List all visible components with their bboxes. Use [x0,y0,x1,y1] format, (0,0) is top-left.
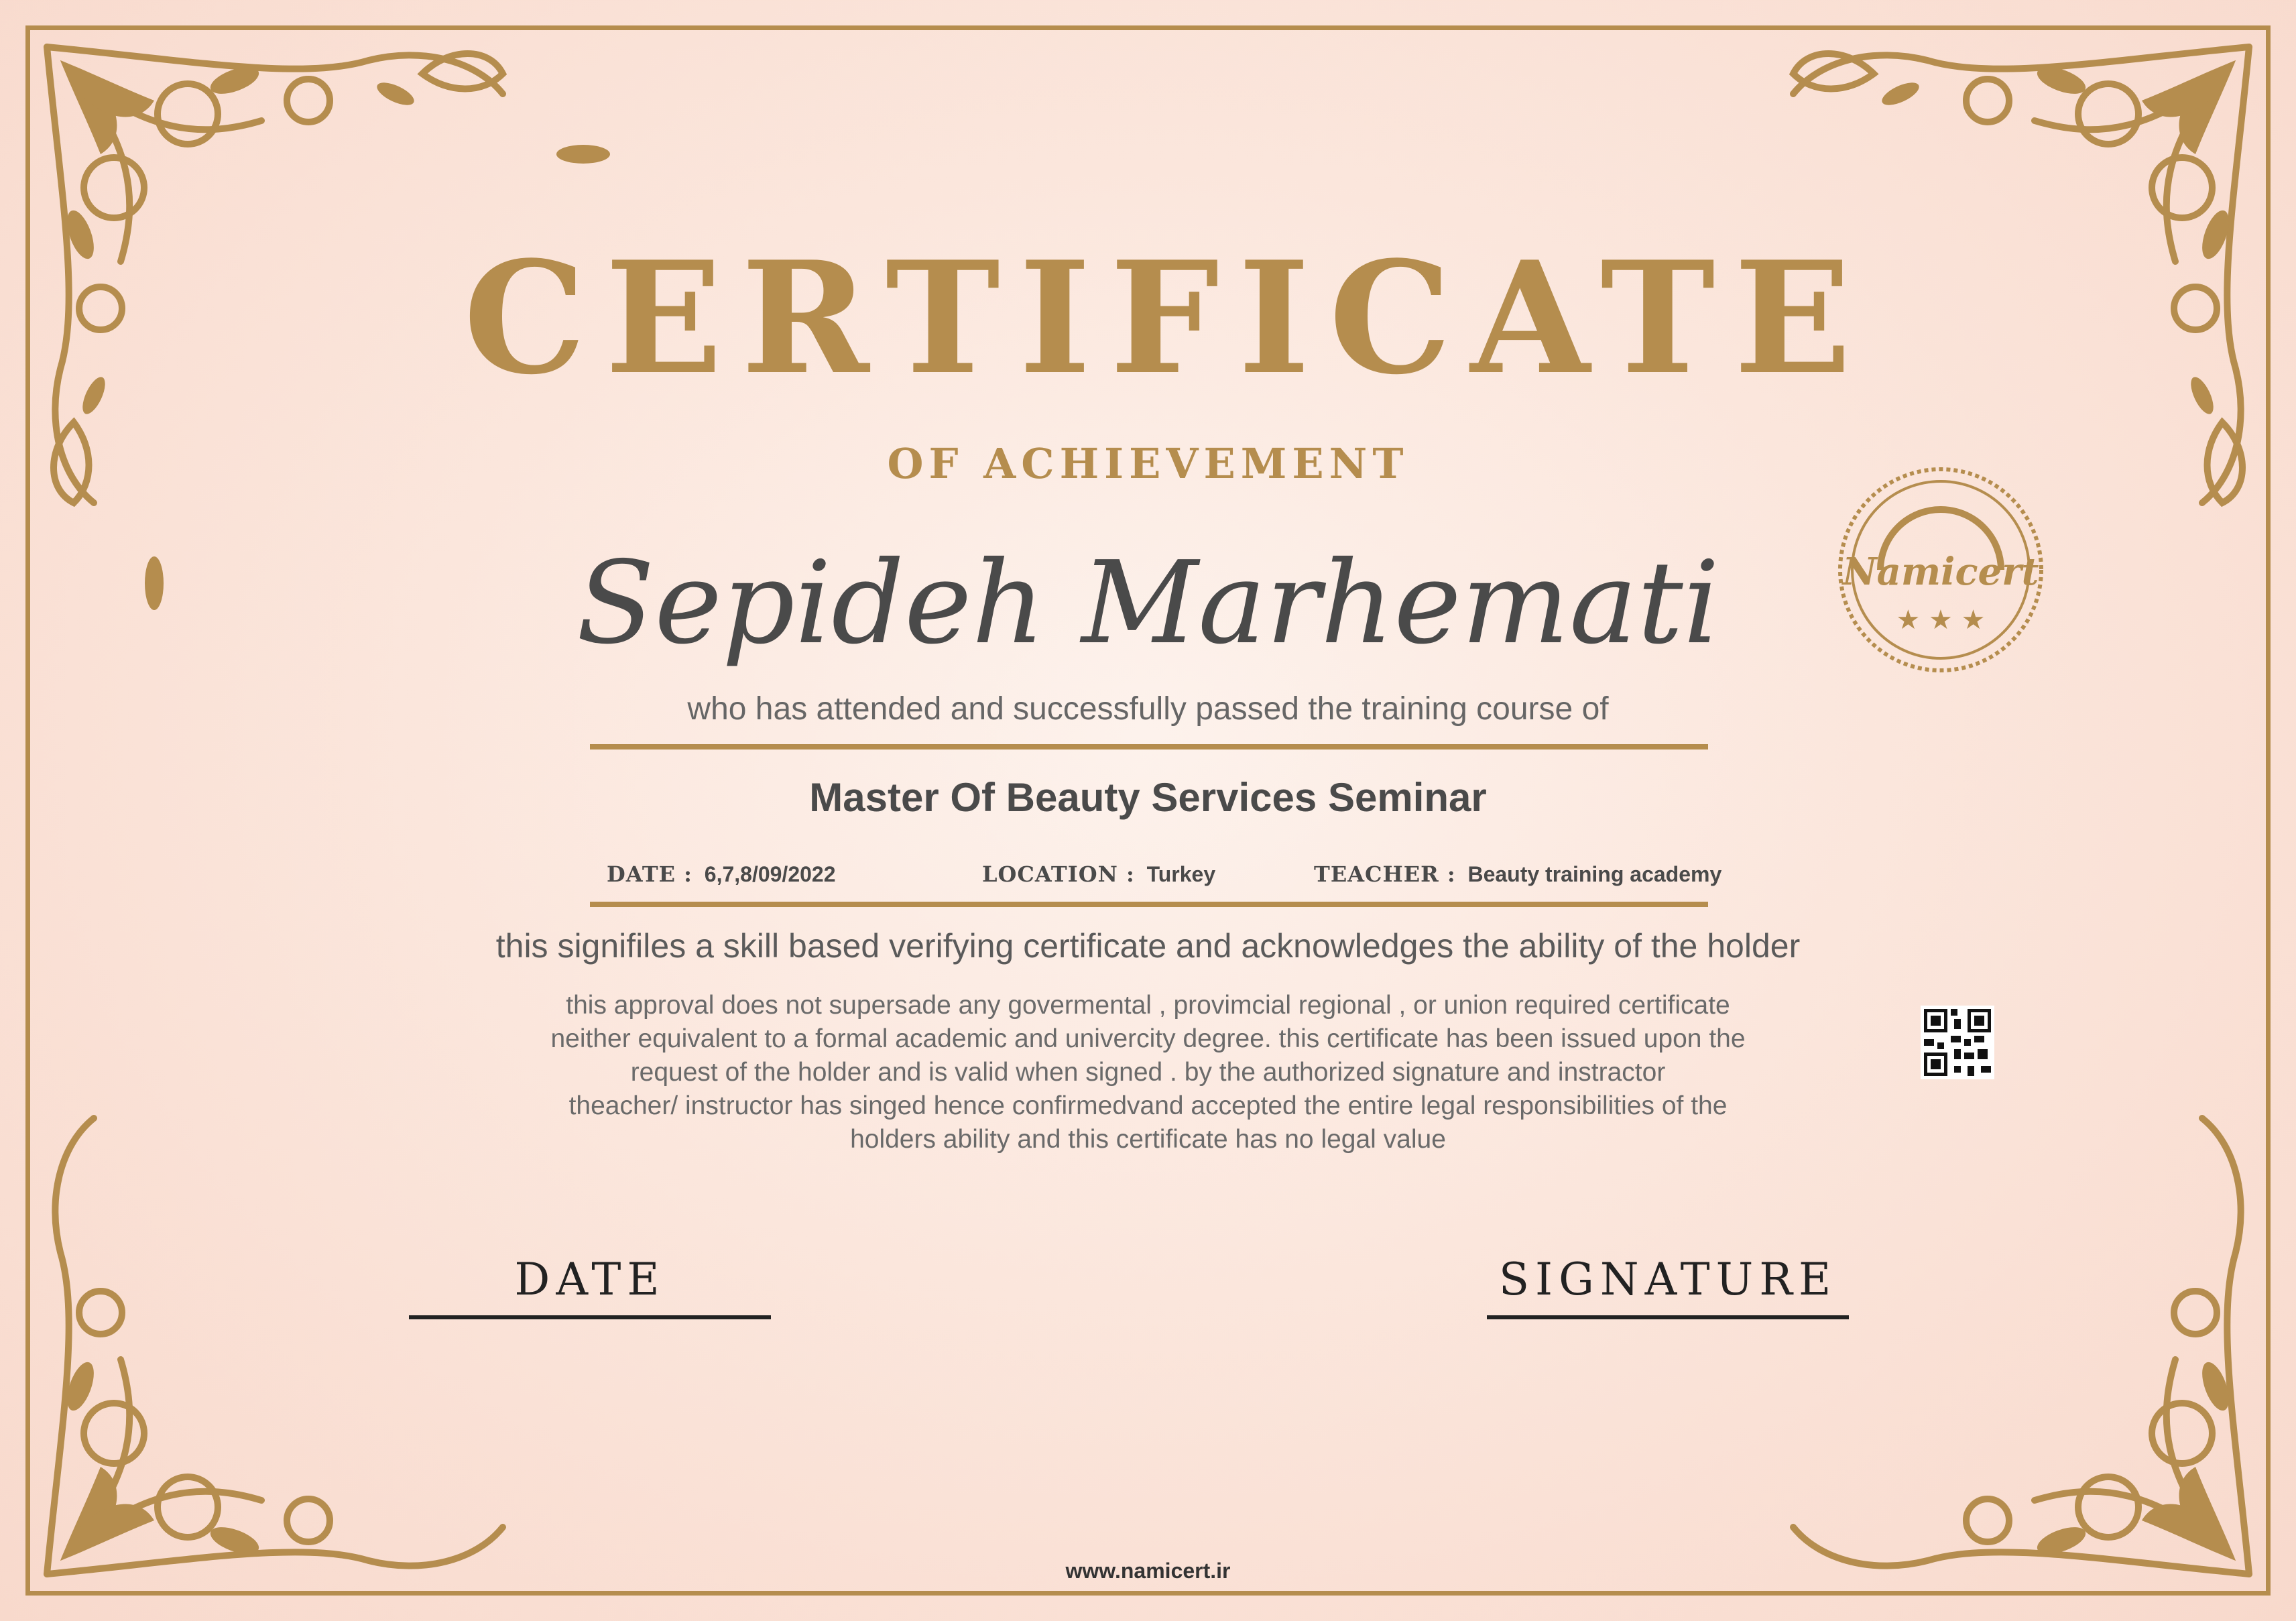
signifies-text: this signifiles a skill based verifying certificate and acknowledges the ability of the holder [495,927,1801,965]
meta-teacher-value: Beauty training academy [1467,862,1722,886]
date-line [409,1315,771,1319]
meta-teacher [1314,861,1721,887]
divider-bottom [590,902,1708,907]
date-caption: DATE [514,1254,666,1305]
meta-date-label: DATE : [607,861,692,887]
certificate-subtitle: OF ACHIEVEMENT [887,439,1409,488]
namicert-seal [1833,463,2048,677]
course-name: Master Of Beauty Services Seminar [809,775,1487,820]
disclaimer-line: theacher/ instructor has singed hence confirmedvand accepted the entire legal responsibilities of the [568,1091,1728,1120]
meta-location [982,861,1215,887]
attended-text: who has attended and successfully passed the training course of [687,691,1609,727]
certificate-title: CERTIFICATE [463,228,1870,409]
signature-caption: SIGNATURE [1498,1254,1837,1305]
meta-location-label: LOCATION : [982,861,1135,887]
seal-brand: Namicert [1842,550,2039,594]
disclaimer-line: this approval does not supersade any govermental , provimcial regional , or union required certificate [566,991,1730,1020]
meta-teacher-label: TEACHER : [1314,861,1456,887]
meta-date [607,861,836,887]
website-url[interactable]: www.namicert.ir [1065,1559,1231,1583]
qr-code [1921,1006,1994,1079]
signature-line [1487,1315,1849,1319]
disclaimer-line: holders ability and this certificate has no legal value [850,1125,1446,1154]
meta-date-value: 6,7,8/09/2022 [704,862,836,886]
meta-location-value: Turkey [1146,862,1216,886]
recipient-name: Sepideh Marhemati [576,537,1720,670]
seal-stars: ★ ★ ★ [1896,605,1986,636]
disclaimer-line: neither equivalent to a formal academic and univercity degree. this certificate has been issued upon the [550,1024,1746,1053]
disclaimer-text [523,989,1773,1156]
divider-top [590,744,1708,749]
disclaimer-line: request of the holder and is valid when signed . by the authorized signature and instractor [630,1058,1666,1087]
